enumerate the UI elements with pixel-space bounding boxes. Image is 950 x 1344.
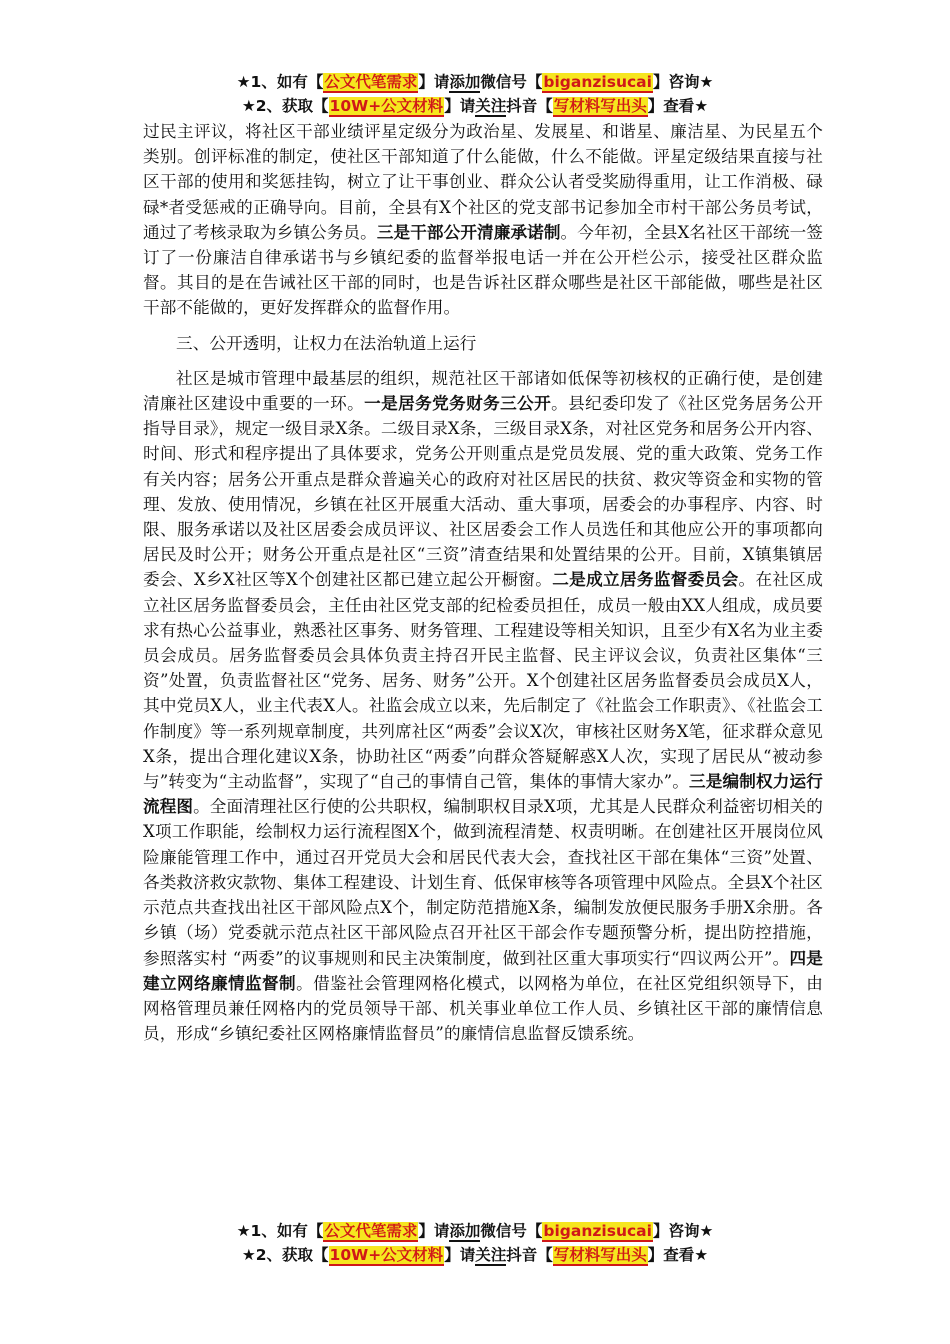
bold-point: 二是成立居务监督委员会: [552, 569, 739, 590]
paragraph-1: [143, 119, 823, 321]
banner-text: 】咨询★: [652, 73, 714, 91]
bold-point: 三是编制权力运行流程图: [143, 771, 823, 817]
header-banner-line-2: [0, 94, 950, 118]
footer-banner-line-2: [0, 1243, 950, 1267]
banner-text: ★1、如有【: [236, 73, 324, 91]
banner-highlight: 公文代笔需求: [324, 73, 418, 91]
bold-point: 四是建立网络廉情监督制: [143, 947, 823, 993]
footer-banner-line-1: [0, 1219, 950, 1243]
banner-text: 】请: [444, 97, 476, 115]
bold-point: 一是居务党务财务三公开: [364, 393, 552, 414]
banner-text: ★1、如有【: [236, 1222, 324, 1240]
banner-highlight: 公文代笔需求: [324, 1222, 418, 1240]
banner-underlined-text: 关注: [475, 97, 507, 115]
banner-highlight: 10W+公文材料: [329, 97, 444, 115]
paragraph-text: 过民主评议，将社区干部业绩评星定级分为政治星、发展星、和谐星、廉洁星、为民星五个类别。创评标准的制定，使社区干部知道了什么能做，什么不能做。评星定级结果直接与社区干部的使用和奖惩挂钩，树立了让干事创业、群众公认者受奖励得重用，让工作消极、碌碌*者受惩戒的正确导向。目前，全县有X个社区的党支部书记参加全市村干部公务员考试，通过了考核录取为乡镇公务员。: [143, 122, 823, 242]
section-heading: 三、公开透明，让权力在法治轨道上运行: [176, 333, 477, 353]
banner-highlight: biganzisucai: [543, 73, 652, 91]
banner-highlight: biganzisucai: [543, 1222, 652, 1240]
banner-underlined-text: 添加: [449, 73, 481, 91]
banner-text: 抖音【: [506, 97, 553, 115]
header-banner-line-1: [0, 70, 950, 94]
banner-highlight: 10W+公文材料: [329, 1246, 444, 1264]
banner-text: 微信号【: [480, 73, 543, 91]
bold-point: 三是干部公开清廉承诺制: [376, 221, 561, 242]
paragraph-text: 。借鉴社会管理网格化模式，以网格为单位，在社区党组织领导下，由网格管理员兼任网格内的党员领导干部、机关事业单位工作人员、乡镇社区干部的廉情信息员，形成“乡镇纪委社区网格廉情监督员”的廉情信息监督反馈系统。: [143, 973, 823, 1044]
banner-underlined-text: 添加: [449, 1222, 481, 1240]
banner-text: 】请: [418, 1222, 450, 1240]
paragraph-3: [143, 366, 823, 1046]
paragraph-text: 。全面清理社区行使的公共职权，编制职权目录X项，尤其是人民群众利益密切相关的X项工作职能，绘制权力运行流程图X个，做到流程清楚、权责明晰。在创建社区开展岗位风险廉能管理工作中，通过召开党员大会和居民代表大会，查找社区干部在集体“三资”处置、各类救济救灾款物、集体工程建设、计划生育、低保审核等各项管理中风险点。全县X个社区示范点共查找出社区干部风险点X个，制定防范措施X条，编制发放便民服务手册X余册。各乡镇（场）党委就示范点社区干部风险点召开社区干部会作专题预警分析，提出防控措施，参照落实村 “两委”的议事规则和民主决策制度，做到社区重大事项实行“四议两公开”。: [143, 797, 823, 968]
banner-text: 】查看★: [647, 97, 709, 115]
banner-text: ★2、获取【: [241, 97, 329, 115]
paragraph-text: 。县纪委印发了《社区党务居务公开指导目录》，规定一级目录X条。二级目录X条，三级目录X条，对社区党务和居务公开内容、时间、形式和程序提出了具体要求，党务公开则重点是党员发展、党的重大政策、党务工作有关内容；居务公开重点是群众普遍关心的政府对社区居民的扶贫、救灾等资金和实物的管理、发放、使用情况，乡镇在社区开展重大活动、重大事项，居委会的办事程序、内容、时限、服务承诺以及社区居委会成员评议、社区居委会工作人员选任和其他应公开的事项都向居民及时公开；财务公开重点是社区“三资”清查结果和处置结果的公开。目前，X镇集镇居委会、X乡X社区等X个创建社区都已建立起公开橱窗。: [143, 394, 823, 590]
banner-text: 】咨询★: [652, 1222, 714, 1240]
banner-text: 】请: [444, 1246, 476, 1264]
banner-text: 微信号【: [480, 1222, 543, 1240]
paragraph-text: 。在社区成立社区居务监督委员会，主任由社区党支部的纪检委员担任，成员一般由XX人组成，成员要求有热心公益事业，熟悉社区事务、财务管理、工程建设等相关知识，且至少有X名为业主委员会成员。居务监督委员会具体负责主持召开民主监督、民主评议会议，负责社区集体“三资”处置，负责监督社区“党务、居务、财务”公开。X个创建社区居务监督委员会成员X人，其中党员X人，业主代表X人。社监会成立以来，先后制定了《社监会工作职责》、《社监会工作制度》等一系列规章制度，共列席社区“两委”会议X次，审核社区财务X笔，征求群众意见X条，提出合理化建议X条，协助社区“两委”向群众答疑解惑X人次，实现了居民从“被动参与”转变为“主动监督”，实现了“自己的事情自己管，集体的事情大家办”。: [143, 570, 824, 792]
document-body: [143, 119, 823, 1046]
paragraph-text: 社区是城市管理中最基层的组织，规范社区干部诸如低保等初核权的正确行使，是创建清廉社区建设中重要的一环。: [143, 368, 823, 414]
banner-highlight: 写材料写出头: [553, 97, 647, 115]
banner-underlined-text: 关注: [475, 1246, 507, 1264]
banner-highlight: 写材料写出头: [553, 1246, 647, 1264]
banner-text: 】请: [418, 73, 450, 91]
banner-text: 抖音【: [506, 1246, 553, 1264]
banner-text: ★2、获取【: [241, 1246, 329, 1264]
banner-text: 】查看★: [647, 1246, 709, 1264]
paragraph-text: 。今年初，全县X名社区干部统一签订了一份廉洁自律承诺书与乡镇纪委的监督举报电话一并在公开栏公示，接受社区群众监督。其目的是在告诫社区干部的同时，也是告诉社区群众哪些是社区干部能做，哪些是社区干部不能做的，更好发挥群众的监督作用。: [143, 222, 823, 318]
